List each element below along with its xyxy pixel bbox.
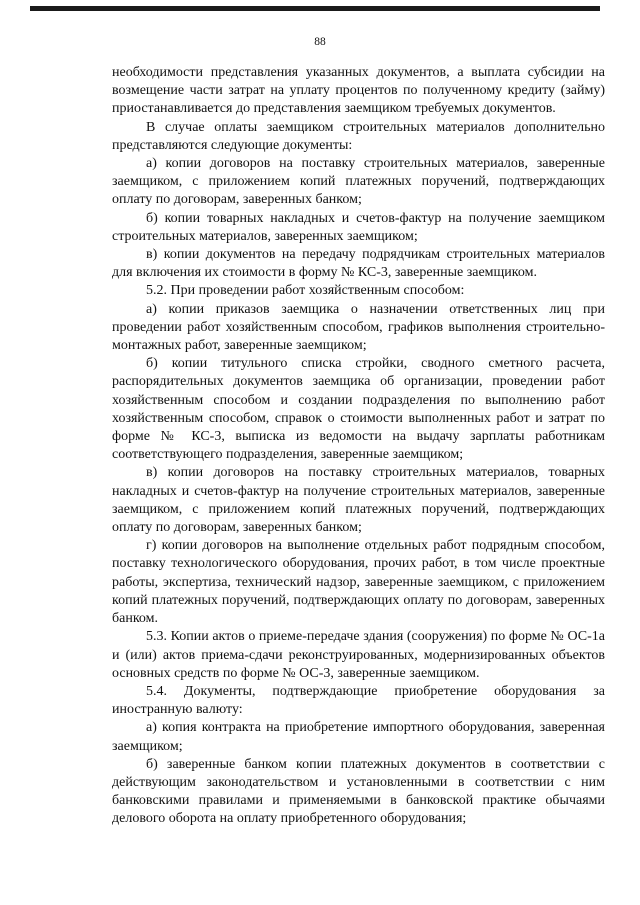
paragraph-5-2-b: б) копии титульного списка стройки, сводного сметного расчета, распорядительных документов заемщика об организации, проведении работ хозяйственным способом и создании подразделения по выполнению работ хозяйственным способом, справок о стоимости выполненных работ и затрат по форме № КС-3, выписка из ведомости на выдачу зарплаты работникам соответствующего подразделения, заверенные заемщиком;	[112, 356, 605, 463]
paragraph-5-3: 5.3. Копии актов о приеме-передаче здания (сооружения) по форме № ОС-1а и (или) актов приема-сдачи реконструированных, модернизированных объектов основных средств по форме № ОС-3, заверенные заемщиком.	[112, 629, 605, 681]
paragraph-5-2-a: а) копии приказов заемщика о назначении ответственных лиц при проведении работ хозяйственным способом, графиков выполнения строительно-монтажных работ, заверенные заемщиком;	[112, 301, 605, 354]
scan-edge-bar	[30, 6, 600, 11]
paragraph-5-2-heading: 5.2. При проведении работ хозяйственным способом:	[146, 283, 465, 299]
paragraph-continuation: необходимости представления указанных документов, а выплата субсидии на возмещение части затрат на уплату процентов по полученному кредиту (займу) приостанавливается до представления заемщиком требуемых документов.	[112, 65, 605, 117]
paragraph-materials-intro: В случае оплаты заемщиком строительных материалов дополнительно представляются следующие документы:	[112, 119, 605, 153]
paragraph-5-4-heading: 5.4. Документы, подтверждающие приобретение оборудования за иностранную валюту:	[112, 683, 605, 718]
paragraph-materials-v: в) копии документов на передачу подрядчикам строительных материалов для включения их стоимости в форму № КС-3, заверенные заемщиком.	[112, 247, 605, 281]
paragraph-5-2-v: в) копии договоров на поставку строительных материалов, товарных накладных и счетов-фактур на получение строительных материалов, заверенные заемщиком, с приложением копий платежных поручений, подтверждающих оплату по договорам, заверенных банком;	[112, 465, 605, 536]
paragraph-materials-b: б) копии товарных накладных и счетов-фактур на получение заемщиком строительных материалов, заверенных заемщиком;	[112, 210, 605, 244]
paragraph-5-4-a: а) копия контракта на приобретение импортного оборудования, заверенная заемщиком;	[112, 720, 605, 754]
paragraph-5-4-b: б) заверенные банком копии платежных документов в соответствии с действующим законодательством и установленными в соответствии с ним банковскими правилами и применяемыми в банковской практике обычаями делового оборота на оплату приобретенного оборудования;	[112, 756, 605, 827]
paragraph-materials-a: а) копии договоров на поставку строительных материалов, заверенные заемщиком, с приложением копий платежных поручений, подтверждающих оплату по договорам, заверенных банком;	[112, 156, 605, 208]
paragraph-5-2-g: г) копии договоров на выполнение отдельных работ подрядным способом, поставку технологического оборудования, прочих работ, в том числе проектные работы, экспертиза, технический надзор, заверенные заемщиком, с приложением копий платежных поручений, подтверждающих оплату по договорам, заверенных банком.	[112, 538, 605, 627]
page-number: 88	[314, 36, 326, 48]
document-body	[112, 64, 605, 829]
